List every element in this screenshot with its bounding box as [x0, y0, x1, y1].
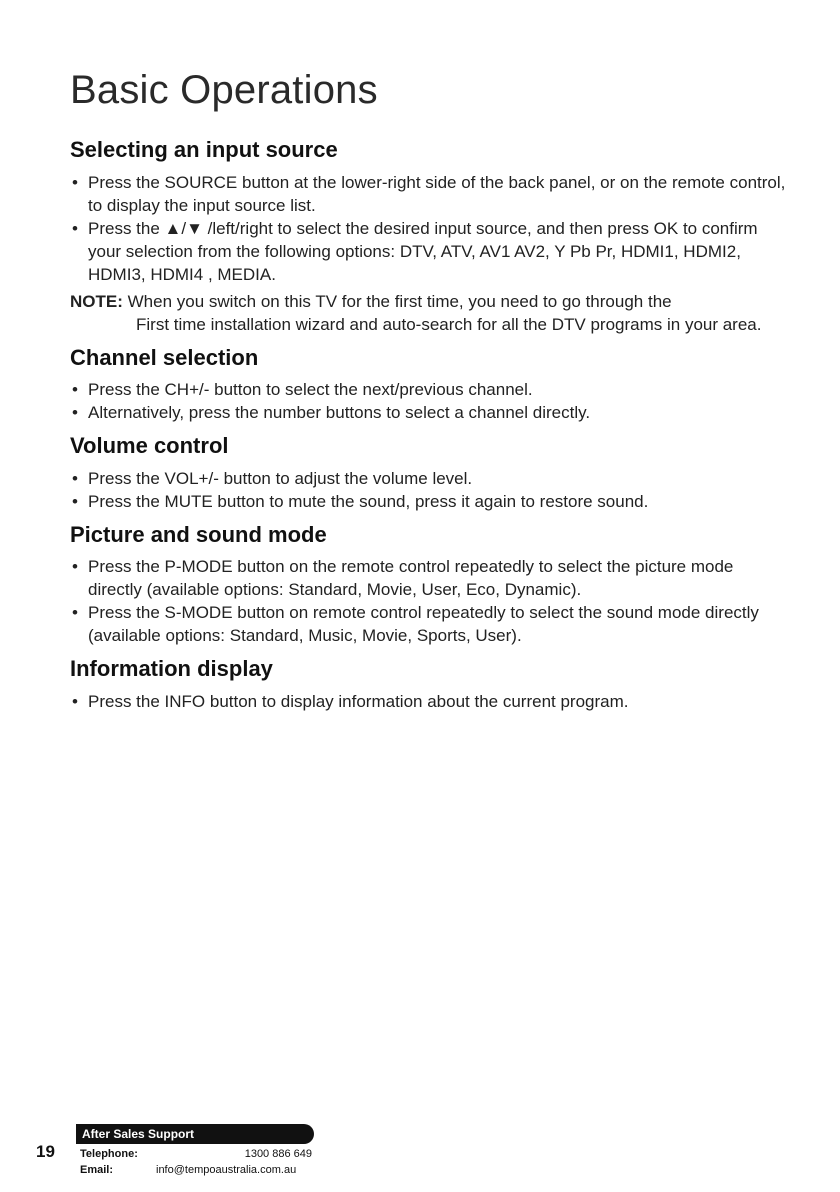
bullet-icon: • [72, 491, 78, 511]
section-volume-control [70, 432, 790, 513]
section-heading: Selecting an input source [70, 137, 338, 162]
list-item-text: Press the S-MODE button on remote control repeatedly to select the sound mode directly (available options: Standard, Music, Movie, Sports, User). [88, 603, 759, 646]
note [70, 290, 790, 336]
bullet-icon: • [72, 172, 78, 192]
email-row [80, 1164, 296, 1176]
list-item [70, 171, 790, 217]
note-line-1: When you switch on this TV for the first time, you need to go through the [127, 291, 672, 311]
bullet-icon: • [72, 603, 78, 623]
section-heading: Picture and sound mode [70, 521, 327, 547]
list-item [70, 467, 790, 490]
list-item [70, 490, 790, 513]
section-heading: Volume control [70, 433, 229, 459]
bullet-list [70, 690, 790, 713]
list-item-text: Press the VOL+/- button to adjust the volume level. [88, 468, 473, 488]
email-label: Email: [80, 1164, 114, 1176]
bullet-icon: • [72, 403, 78, 423]
bullet-icon: • [72, 380, 78, 400]
list-item [70, 690, 790, 713]
section-heading: Channel selection [70, 344, 259, 370]
list-item-text: Alternatively, press the number buttons to select a channel directly. [88, 403, 591, 423]
list-item-text: Press the P-MODE button on the remote control repeatedly to select the picture mode directly (available options: Standard, Movie, User, Eco, Dynamic). [88, 557, 734, 600]
list-item-text: Press the MUTE button to mute the sound, press it again to restore sound. [88, 491, 649, 511]
list-item-text: Press the INFO button to display information about the current program. [88, 691, 629, 711]
page-content [70, 136, 790, 721]
list-item-text: Press the ▲/▼ /left/right to select the desired input source, and then press OK to confirm your selection from the following options: DTV, ATV, AV1 AV2, Y Pb Pr, HDMI1, HDMI2, HDMI3, HDMI4 , MEDIA. [88, 218, 758, 284]
bullet-list [70, 467, 790, 513]
bullet-icon: • [72, 691, 78, 711]
bullet-list [70, 378, 790, 424]
telephone-label: Telephone: [80, 1148, 138, 1160]
bullet-icon: • [72, 218, 78, 238]
list-item [70, 601, 790, 647]
section-information-display [70, 655, 790, 713]
list-item [70, 555, 790, 601]
section-heading: Information display [70, 656, 273, 682]
support-banner: After Sales Support [76, 1124, 314, 1144]
section-input-source [70, 136, 790, 336]
note-label: NOTE: [70, 291, 123, 311]
section-channel-selection [70, 344, 790, 425]
list-item [70, 401, 790, 424]
footer [36, 1124, 326, 1184]
email-value: info@tempoaustralia.com.au [156, 1164, 297, 1176]
page-title: Basic Operations [70, 68, 378, 112]
list-item [70, 217, 790, 286]
bullet-list [70, 555, 790, 647]
telephone-row [80, 1148, 312, 1160]
list-item [70, 378, 790, 401]
section-picture-sound-mode [70, 521, 790, 648]
telephone-value: 1300 886 649 [244, 1148, 312, 1160]
list-item-text: Press the SOURCE button at the lower-right side of the back panel, or on the remote control, to display the input source list. [88, 172, 786, 215]
bullet-icon: • [72, 557, 78, 577]
bullet-list [70, 171, 790, 286]
list-item-text: Press the CH+/- button to select the next/previous channel. [88, 380, 533, 400]
note-continuation: First time installation wizard and auto-search for all the DTV programs in your area. [136, 314, 762, 334]
page-number: 19 [36, 1142, 55, 1161]
bullet-icon: • [72, 468, 78, 488]
